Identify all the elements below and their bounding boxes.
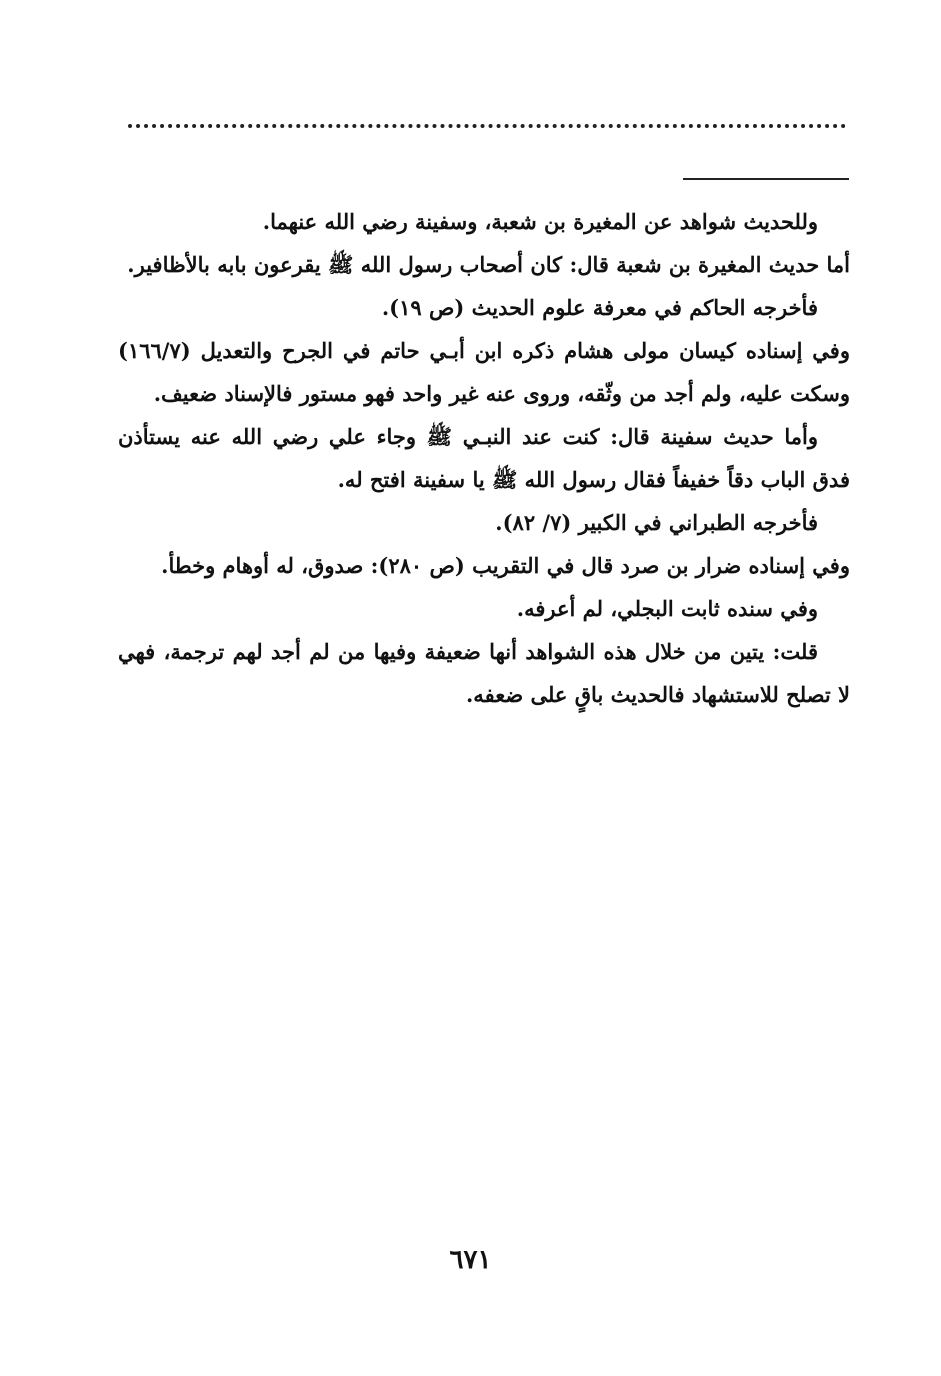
section-rule [683, 178, 849, 180]
page-number: ٦٧١ [449, 1245, 492, 1275]
paragraph-3 [118, 286, 850, 329]
paragraph-7-text: وفي إسناده ضرار بن صرد قال في التقريب (ص ٢٨٠): صدوق، له أوهام وخطأ. [161, 553, 850, 578]
paragraph-6 [118, 501, 850, 544]
paragraph-4 [118, 329, 850, 415]
paragraph-5 [118, 415, 850, 501]
paragraph-2-text: أما حديث المغيرة بن شعبة قال: كان أصحاب رسول الله ﷺ يقرعون بابه بالأظافير. [127, 252, 850, 277]
paragraph-8-text: وفي سنده ثابت البجلي، لم أعرفه. [516, 596, 818, 621]
paragraph-5-text: وأما حديث سفينة قال: كنت عند النبـي ﷺ وجاء علي رضي الله عنه يستأذن فدق الباب دقاً خفيفاً فقال رسول الله ﷺ يا سفينة افتح له. [118, 424, 850, 492]
paragraph-7 [118, 544, 850, 587]
dotted-separator [128, 124, 846, 128]
paragraph-8 [118, 587, 850, 630]
paragraph-1-text: وللحديث شواهد عن المغيرة بن شعبة، وسفينة رضي الله عنهما. [262, 209, 818, 234]
paragraph-1 [118, 200, 850, 243]
paragraph-2 [118, 243, 850, 286]
paragraph-6-text: فأخرجه الطبراني في الكبير (٧/ ٨٢). [495, 510, 818, 535]
body-text [118, 200, 850, 716]
paragraph-9 [118, 630, 850, 716]
paragraph-3-text: فأخرجه الحاكم في معرفة علوم الحديث (ص ١٩). [381, 295, 818, 320]
paragraph-4-text: وفي إسناده كيسان مولى هشام ذكره ابن أبـي حاتم في الجرح والتعديل (١٦٦/٧) وسكت عليه، ولم أجد من وثّقه، وروى عنه غير واحد فهو مستور فالإسناد ضعيف. [118, 338, 850, 406]
paragraph-9-lead: قلت: [772, 639, 818, 664]
paragraph-9-text: يتين من خلال هذه الشواهد أنها ضعيفة وفيها من لم أجد لهم ترجمة، فهي لا تصلح للاستشهاد فالحديث باقٍ على ضعفه. [118, 639, 850, 707]
